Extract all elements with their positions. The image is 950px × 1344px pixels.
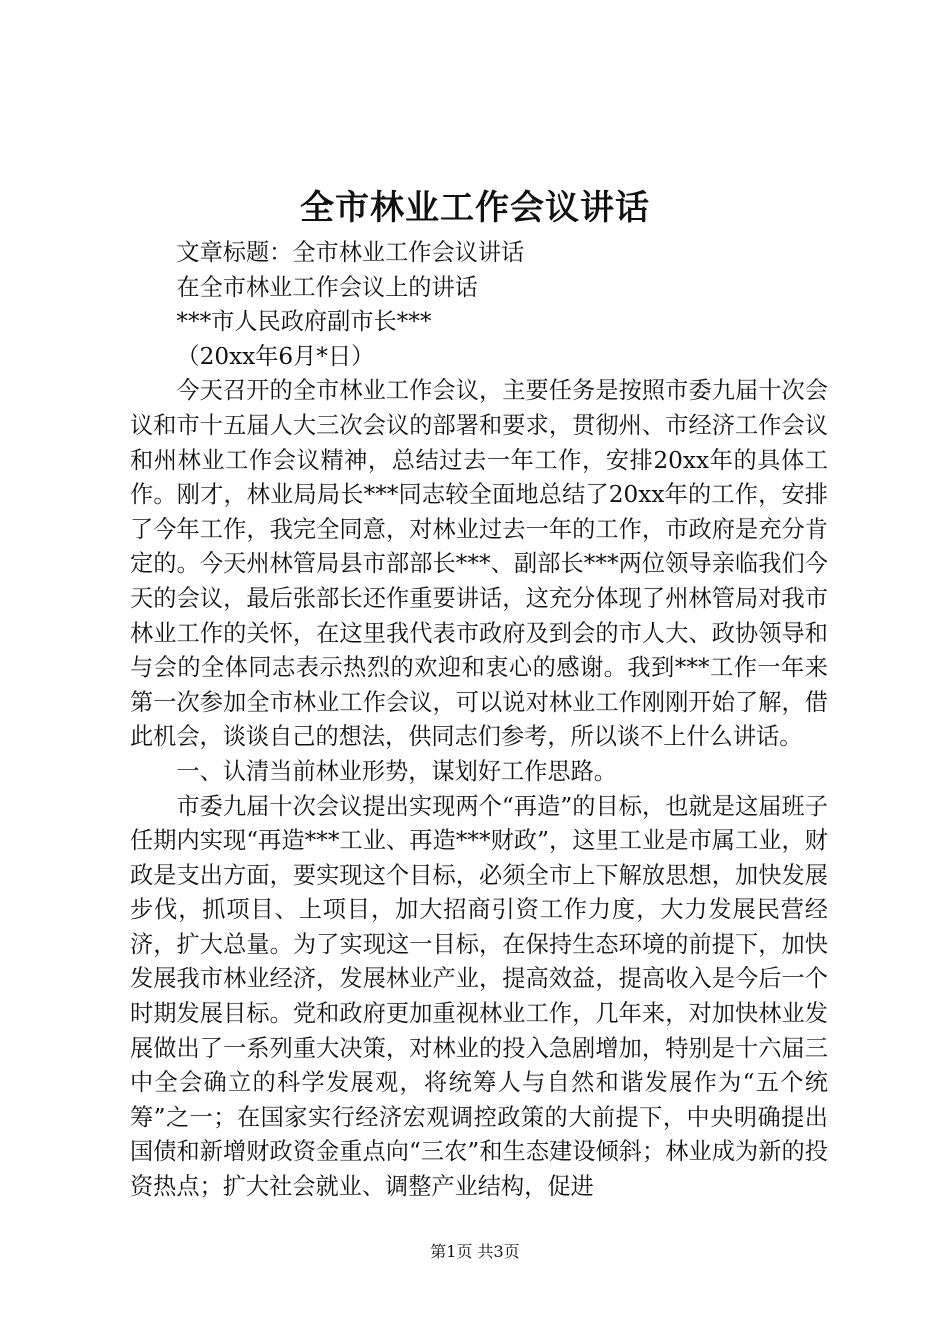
speaker-line: ***市人民政府副市长*** [176,308,432,336]
article-title-line: 文章标题：全市林业工作会议讲话 [176,239,525,266]
document-body [130,236,828,1205]
page-footer: 第1页 共3页 [430,1242,520,1261]
date-line: （20xx年6月*日） [176,342,375,370]
body-paragraph: 今天召开的全市林业工作会议，主要任务是按照市委九届十次会议和市十五届人大三次会议的部署和要求，贯彻州、市经济工作会议和州林业工作会议精神，总结过去一年工作，安排20xx年的具体工作。刚才，林业局局长***同志较全面地总结了20xx年的工作，安排了今年工作，我完全同意，对林业过去一年的工作，市政府是充分肯定的。今天州林管局县市部部长***、副部长***两位领导亲临我们今天的会议，最后张部长还作重要讲话，这充分体现了州林管局对我市林业工作的关怀，在这里我代表市政府及到会的市人大、政协领导和与会的全体同志表示热烈的欢迎和衷心的感谢。我到***工作一年来第一次参加全市林业工作会议，可以说对林业工作刚刚开始了解，借此机会，谈谈自己的想法，供同志们参考，所以谈不上什么讲话。 [130,377,828,751]
document-title: 全市林业工作会议讲话 [300,188,650,228]
section-heading: 一、认清当前林业形势，谋划好工作思路。 [176,757,617,785]
speech-heading: 在全市林业工作会议上的讲话 [176,273,478,301]
body-paragraph: 市委九届十次会议提出实现两个“再造”的目标，也就是这届班子任期内实现“再造***工业、再造***财政”，这里工业是市属工业，财政是支出方面，要实现这个目标，必须全市上下解放思想，加快发展步伐，抓项目、上项目，加大招商引资工作力度，大力发展民营经济，扩大总量。为了实现这一目标，在保持生态环境的前提下，加快发展我市林业经济，发展林业产业，提高效益，提高收入是今后一个时期发展目标。党和政府更加重视林业工作，几年来，对加快林业发展做出了一系列重大决策，对林业的投入急剧增加，特别是十六届三中全会确立的科学发展观，将统筹人与自然和谐发展作为“五个统筹”之一；在国家实行经济宏观调控政策的大前提下，中央明确提出国债和新增财政资金重点向“三农”和生态建设倾斜；林业成为新的投资热点；扩大社会就业、调整产业结构，促进 [130,792,828,1201]
